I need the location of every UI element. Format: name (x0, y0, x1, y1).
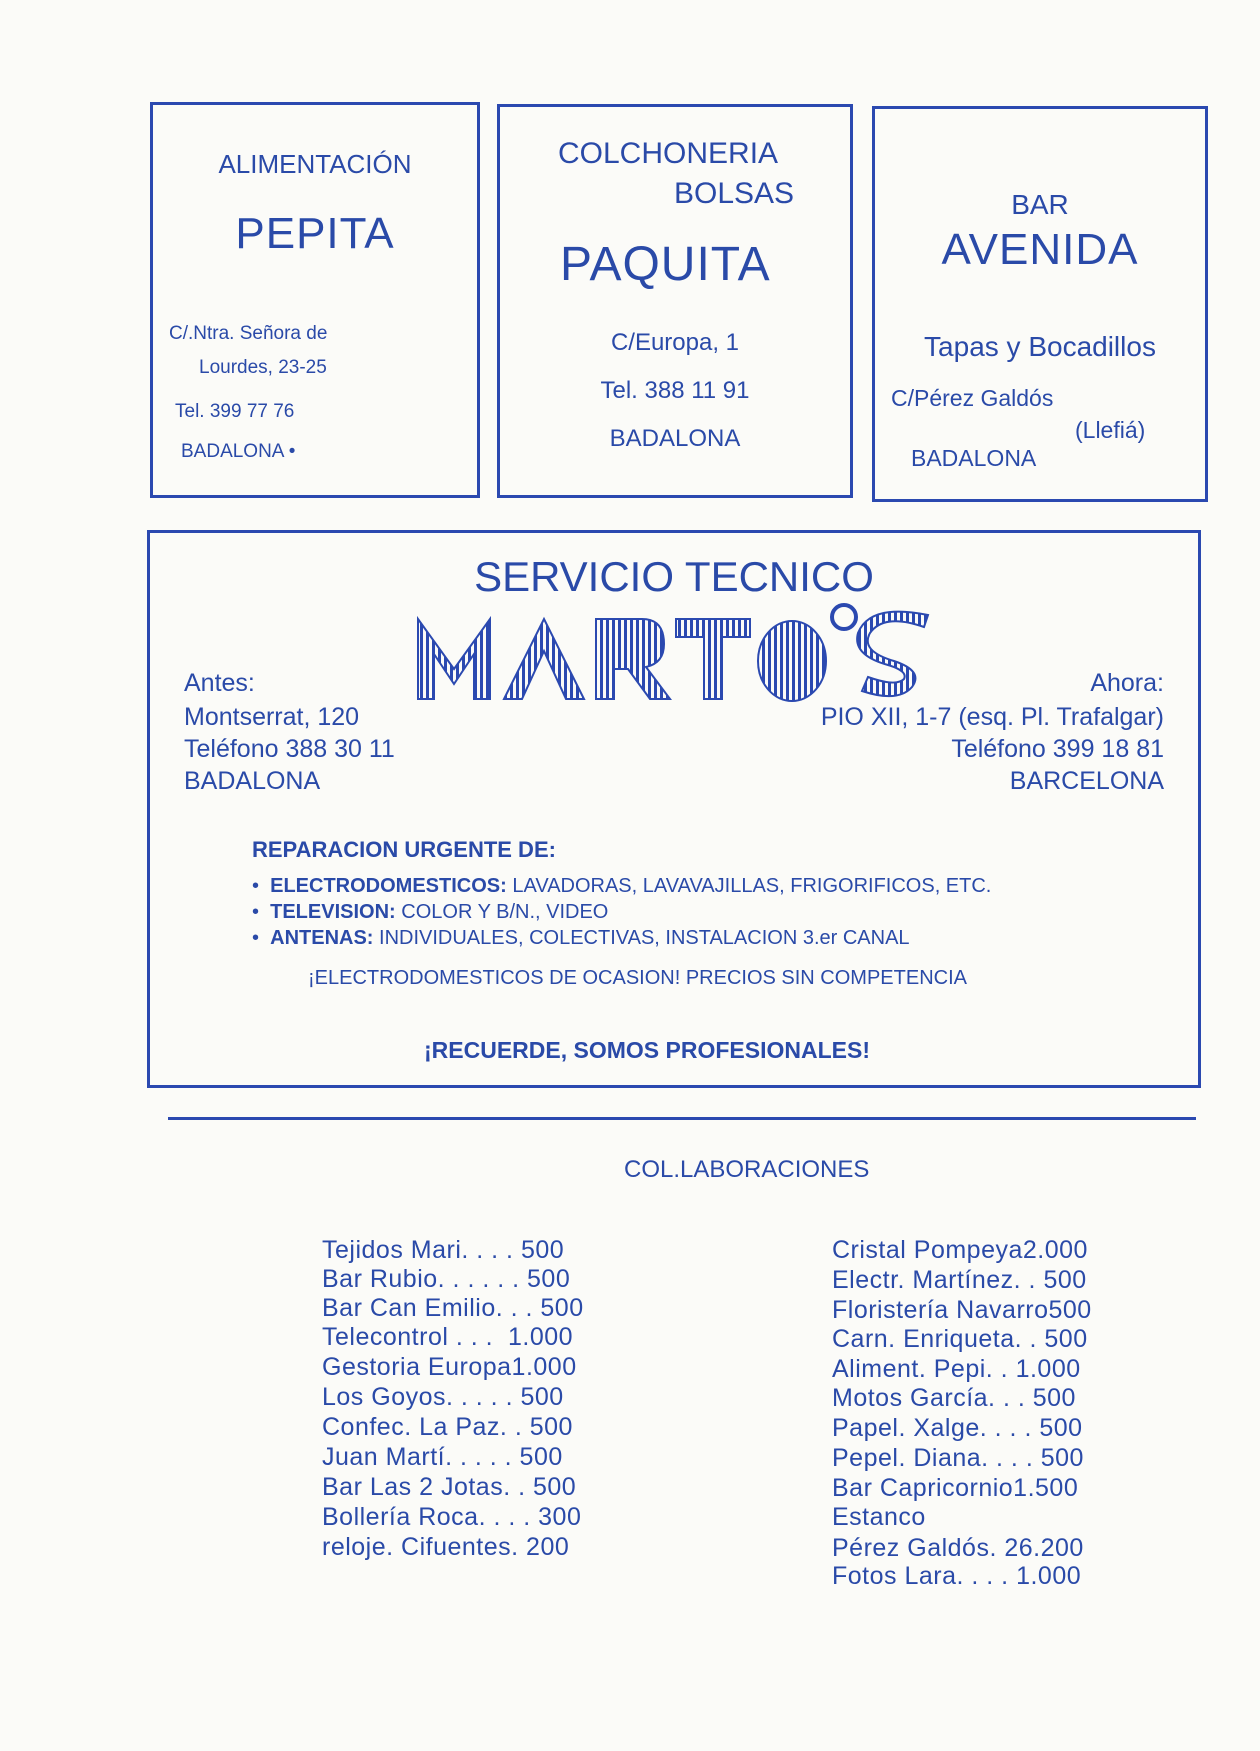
paquita-city: BADALONA (609, 425, 741, 452)
offer-line: ¡ELECTRODOMESTICOS DE OCASION! PRECIOS SIN COMPETENCIA (308, 967, 967, 989)
slogan: ¡RECUERDE, SOMOS PROFESIONALES! (424, 1037, 870, 1063)
list-item: Gestoria Europa1.000 (322, 1353, 577, 1381)
list-item: Cristal Pompeya2.000 (832, 1236, 1088, 1264)
list-item: reloje. Cifuentes. 200 (322, 1533, 570, 1561)
martos-logo (414, 599, 942, 709)
avenida-district: (Llefiá) (1075, 417, 1146, 443)
list-item: Estanco (832, 1503, 926, 1531)
list-item: Confec. La Paz. . 500 (322, 1413, 573, 1441)
avenida-address: C/Pérez Galdós (891, 385, 1054, 411)
before-city: BADALONA (184, 767, 321, 795)
paquita-category-1: COLCHONERIA (558, 137, 779, 170)
before-phone: Teléfono 388 30 11 (184, 735, 395, 763)
list-item: Floristería Navarro500 (832, 1296, 1092, 1324)
ad-service-martos (147, 530, 1201, 1088)
repair-item-3-title: ANTENAS: (270, 927, 374, 949)
before-address: Montserrat, 120 (184, 703, 360, 731)
list-item: Aliment. Pepi. . 1.000 (832, 1355, 1081, 1383)
bullet-icon: • (252, 901, 271, 923)
repair-item-1-title: ELECTRODOMESTICOS: (270, 875, 507, 897)
pepita-address-line1: C/.Ntra. Señora de (169, 323, 328, 344)
list-item: Bar Las 2 Jotas. . 500 (322, 1473, 577, 1501)
ad-pepita (150, 102, 480, 498)
list-item: Bar Can Emilio. . . 500 (322, 1294, 584, 1322)
pepita-category: ALIMENTACIÓN (218, 149, 412, 179)
list-item: Papel. Xalge. . . . 500 (832, 1414, 1083, 1442)
list-item: Carn. Enriqueta. . 500 (832, 1325, 1088, 1353)
collaborations-title: COL.LABORACIONES (624, 1156, 870, 1183)
list-item: Bar Capricornio1.500 (832, 1474, 1079, 1502)
repair-heading: REPARACION URGENTE DE: (252, 837, 556, 862)
list-item: Telecontrol . . . 1.000 (322, 1323, 574, 1351)
list-item: Electr. Martínez. . 500 (832, 1266, 1087, 1294)
pepita-city: BADALONA • (181, 441, 296, 462)
repair-item-2-text: COLOR Y B/N., VIDEO (395, 901, 609, 923)
now-city: BARCELONA (1009, 767, 1164, 795)
list-item: Bar Rubio. . . . . . 500 (322, 1265, 571, 1293)
paquita-address: C/Europa, 1 (610, 329, 740, 356)
avenida-name: AVENIDA (941, 225, 1139, 274)
pepita-address-line2: Lourdes, 23-25 (199, 357, 327, 378)
paquita-category-2: BOLSAS (674, 177, 795, 210)
repair-item-3-text: INDIVIDUALES, COLECTIVAS, INSTALACION 3.er CANAL (373, 927, 910, 949)
service-title: SERVICIO TECNICO (474, 553, 874, 600)
repair-item-2 (252, 901, 608, 924)
now-phone: Teléfono 399 18 81 (951, 735, 1164, 763)
ad-avenida (872, 106, 1208, 502)
bullet-icon: • (252, 875, 271, 897)
now-label: Ahora: (1090, 669, 1164, 697)
list-item: Bollería Roca. . . . 300 (322, 1503, 582, 1531)
section-divider (168, 1117, 1196, 1120)
repair-item-1 (252, 875, 991, 898)
avenida-tagline: Tapas y Bocadillos (924, 331, 1156, 362)
list-item: Tejidos Mari. . . . 500 (322, 1236, 565, 1264)
list-item: Fotos Lara. . . . 1.000 (832, 1562, 1082, 1590)
repair-item-2-title: TELEVISION: (270, 901, 396, 923)
avenida-category: BAR (1011, 189, 1069, 220)
paquita-phone: Tel. 388 11 91 (600, 377, 750, 404)
repair-item-3 (252, 927, 910, 950)
list-item: Los Goyos. . . . . 500 (322, 1383, 564, 1411)
pepita-name: PEPITA (235, 209, 395, 258)
list-item: Motos García. . . 500 (832, 1384, 1076, 1412)
list-item: Pepel. Diana. . . . 500 (832, 1444, 1084, 1472)
pepita-phone: Tel. 399 77 76 (175, 401, 295, 422)
list-item: Pérez Galdós. 26.200 (832, 1534, 1084, 1562)
ad-paquita (497, 104, 853, 498)
avenida-city: BADALONA (911, 445, 1037, 471)
bullet-icon: • (252, 927, 271, 949)
before-label: Antes: (184, 669, 255, 697)
now-address: PIO XII, 1-7 (esq. Pl. Trafalgar) (820, 703, 1164, 731)
list-item: Juan Martí. . . . . 500 (322, 1443, 563, 1471)
paquita-name: PAQUITA (560, 238, 771, 291)
repair-item-1-text: LAVADORAS, LAVAVAJILLAS, FRIGORIFICOS, ETC. (506, 875, 992, 897)
